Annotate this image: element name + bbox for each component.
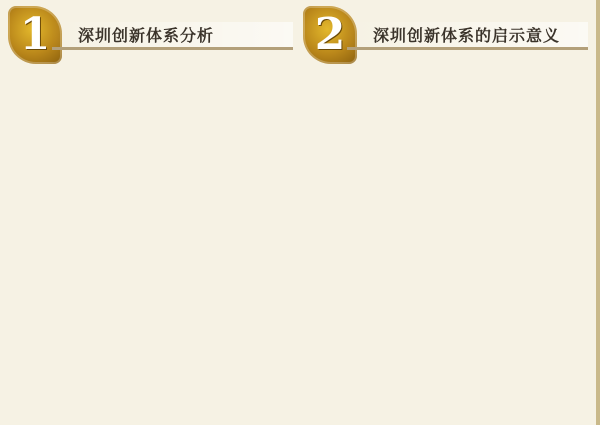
section-1-left-column — [8, 70, 150, 419]
page-edge-strip — [596, 0, 600, 425]
page-columns — [8, 6, 592, 419]
section-2-body — [303, 70, 592, 419]
section-title: 深圳创新体系分析 — [78, 26, 215, 45]
section-2-header — [303, 6, 592, 68]
section-1-body — [8, 70, 297, 419]
section-2-right-column — [451, 70, 593, 419]
section-2-left-column — [303, 70, 445, 419]
section-1-right-column — [156, 70, 298, 419]
section-title: 深圳创新体系的启示意义 — [373, 26, 561, 45]
section-1 — [8, 6, 297, 419]
section-number: 2 — [314, 9, 346, 60]
section-1-header — [8, 6, 297, 68]
section-title-bar — [52, 22, 293, 50]
section-2 — [303, 6, 592, 419]
section-number: 1 — [19, 9, 51, 60]
section-title-bar — [347, 22, 588, 50]
